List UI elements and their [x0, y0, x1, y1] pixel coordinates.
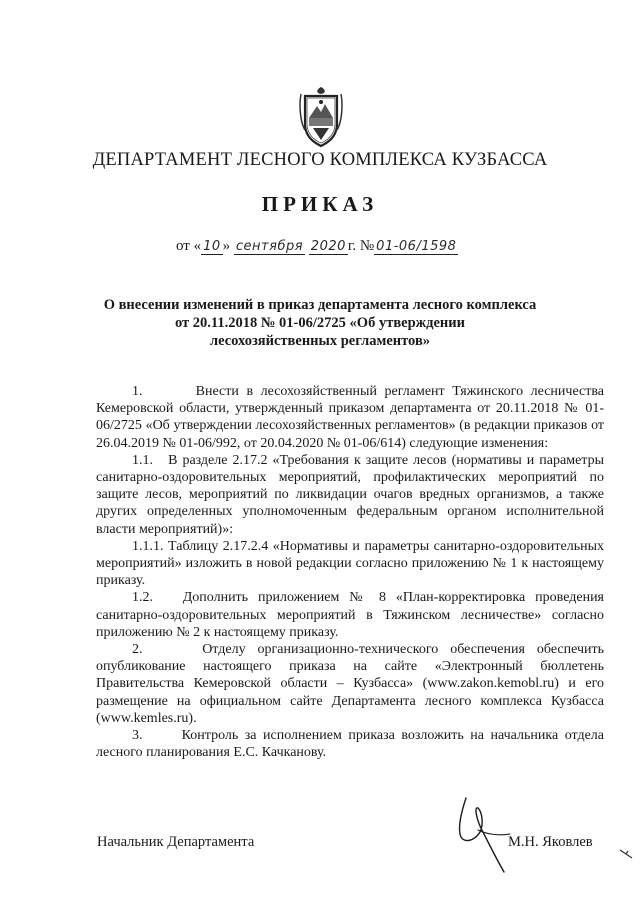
date-number-line	[176, 238, 458, 255]
date-year: 2020	[310, 239, 346, 254]
paragraph-2: 2. Отделу организационно-технического обеспечения обеспечить опубликование настоящего приказа на сайте «Электронный бюллетень Правительства Кемеровской области – Кузбасса» (www.zakon.kemobl.ru) и его размещение на официальном сайте Департамента лесного комплекса Кузбасса (www.kemles.ru).	[96, 642, 604, 726]
date-prefix: от «	[176, 238, 202, 254]
paragraph-1-1-1: 1.1.1. Таблицу 2.17.2.4 «Нормативы и параметры санитарно-оздоровительных мероприятий» изложить в новой редакции согласно приложению № 1 к настоящему приказу.	[96, 538, 604, 589]
date-month: сентября	[235, 239, 304, 254]
order-subject	[0, 296, 640, 350]
order-body	[96, 383, 604, 761]
number-prefix: №	[359, 238, 375, 254]
document-number: 01-06/1598	[376, 239, 457, 254]
signatory-name: М.Н. Яковлев	[508, 834, 593, 850]
coat-of-arms-icon	[297, 84, 345, 148]
subject-line: лесохозяйственных регламентов»	[209, 333, 431, 349]
document-type-title: ПРИКАЗ	[261, 192, 379, 216]
paragraph-1: 1. Внести в лесохозяйственный регламент Тяжинского лесничества Кемеровской области, утвержденный приказом департамента от 20.11.2018 № 01-06/2725 «Об утверждении лесохозяйственных регламентов» (в редакции приказов от 26.04.2019 № 01-06/992, от 20.04.2020 № 01-06/614) следующие изменения:	[96, 384, 604, 451]
handwritten-signature	[440, 790, 530, 875]
date-day: 10	[203, 239, 221, 254]
paragraph-3: 3. Контроль за исполнением приказа возложить на начальника отдела лесного планирования Е.С. Качканову.	[96, 728, 604, 761]
paragraph-1-1: 1.1. В разделе 2.17.2 «Требования к защите лесов (нормативы и параметры санитарно-оздоровительных мероприятий, профилактических мероприятий по защите лесов, мероприятий по ликвидации очагов вредных организмов, а также других определенных уполномоченным федеральным органом исполнительной власти мероприятий)»:	[96, 452, 604, 537]
date-year-suffix: г.	[347, 238, 357, 254]
paragraph-1-2: 1.2. Дополнить приложением № 8 «План-корректировка проведения санитарно-оздоровительных мероприятий в Тяжинском лесничестве» согласно приложению № 2 к настоящему приказу.	[96, 590, 604, 640]
subject-line: от 20.11.2018 № 01-06/2725 «Об утверждении	[174, 315, 465, 331]
subject-line: О внесении изменений в приказ департамента лесного комплекса	[103, 297, 537, 313]
pen-mark-icon	[618, 848, 634, 860]
date-mid: »	[222, 238, 231, 254]
department-name: ДЕПАРТАМЕНТ ЛЕСНОГО КОМПЛЕКСА КУЗБАССА	[92, 150, 548, 170]
signatory-title: Начальник Департамента	[97, 834, 255, 850]
